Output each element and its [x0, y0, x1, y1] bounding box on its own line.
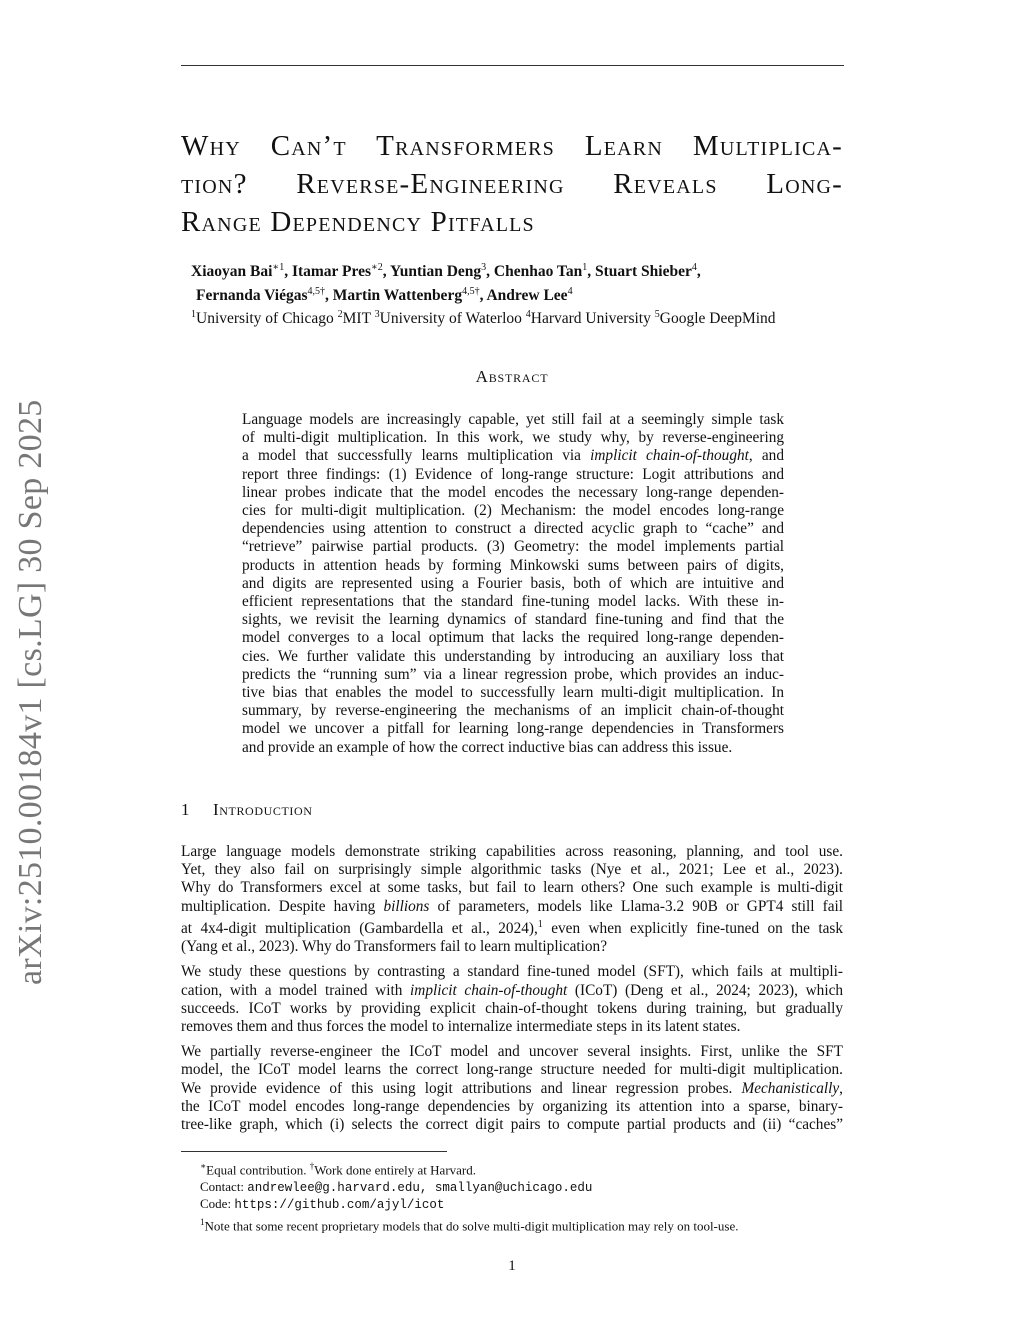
abstract-body: [242, 411, 784, 757]
author-name: , Itamar Pres: [284, 263, 371, 281]
author-name: , Stuart Shieber: [587, 263, 692, 281]
abstract-line: sights, we revisit the learning dynamics of standard fine-tuning and find that the: [242, 611, 784, 629]
footnote-marker: †: [309, 1161, 315, 1171]
footnote-text: Note that some recent proprietary models that do solve multi-digit multiplication may rely on tool-use.: [204, 1218, 739, 1234]
emphasis: Mechanistically: [741, 1079, 840, 1097]
affiliation-line: [191, 305, 841, 329]
text-line: [181, 1080, 843, 1098]
author-sup: 3: [481, 262, 487, 273]
footnote-code: [200, 1196, 850, 1214]
text-line: model, the ICoT model learns the correct long-range structure needed for multi-digit multiplication.: [181, 1061, 843, 1079]
footnote-text: Equal contribution.: [206, 1162, 310, 1178]
affiliation: University of Chicago: [196, 310, 338, 328]
abstract-line: cies. We further validate this understanding by introducing an auxiliary loss that: [242, 647, 784, 665]
footnote-marker: 1: [537, 918, 543, 930]
text: at 4x4-digit multiplication (Gambardella et al., 2024),: [181, 919, 538, 937]
abstract-line: and provide an example of how the correct inductive bias can address this issue.: [242, 738, 733, 756]
text-line: Why do Transformers excel at some tasks, but fail to learn others? One such example is multi-digit: [181, 879, 843, 897]
author-name: , Andrew Lee: [479, 286, 568, 304]
text-line: [181, 982, 843, 1000]
text: of parameters, models like Llama-3.2 90B or GPT4 still fail: [429, 897, 843, 915]
abstract-line: summary, by reverse-engineering the mechanisms of an implicit chain-of-thought: [242, 702, 784, 720]
section-title: Introduction: [213, 800, 313, 819]
header-rule: [181, 65, 844, 66]
abstract-line: cies for multi-digit multiplication. (2) Mechanism: the model encodes long-range: [242, 502, 784, 520]
text-line: the ICoT model encodes long-range dependencies by organizing its attention into a sparse, binary-: [181, 1097, 843, 1115]
affiliation-sup: 3: [374, 309, 380, 321]
title-line-2: tion? Reverse-Engineering Reveals Long-: [181, 168, 843, 200]
paragraph: [181, 963, 843, 1036]
paragraph: [181, 1043, 843, 1134]
code-label: Code:: [200, 1196, 235, 1212]
abstract-line: model converges to a local optimum that lacks the required long-range dependen-: [242, 629, 784, 647]
abstract-line: linear probes indicate that the model encodes the necessary long-range dependen-: [242, 483, 784, 501]
author-name: , Yuntian Deng: [382, 263, 482, 281]
footnote-1: [200, 1214, 850, 1235]
paragraph: [181, 843, 843, 956]
affiliation-sup: 1: [191, 309, 196, 321]
section-number: 1: [181, 800, 191, 819]
author-name: , Martin Wattenberg: [325, 286, 463, 304]
text: ,: [839, 1079, 843, 1097]
author-sup: 4,5†: [307, 285, 326, 297]
affiliation: Google DeepMind: [659, 310, 776, 328]
page-number: 1: [508, 1258, 516, 1274]
abstract-line: efficient representations that the standard fine-tuning model lacks. With these in-: [242, 593, 784, 611]
text-line: succeeds. ICoT works by providing explicit chain-of-thought tokens during training, but gradually: [181, 999, 843, 1017]
affiliation: MIT: [342, 310, 375, 328]
text: We provide evidence of this using logit attributions and linear regression probes.: [181, 1079, 742, 1097]
abstract-text: , and: [748, 447, 784, 465]
text: multiplication. Despite having: [181, 897, 384, 915]
footnote-marker: ∗: [200, 1161, 207, 1171]
text-line: [181, 916, 843, 938]
author-name: Fernanda Viégas: [196, 286, 308, 304]
author-name: , Chenhao Tan: [486, 263, 583, 281]
section-heading-introduction: [181, 800, 313, 820]
affiliation-sup: 2: [337, 309, 343, 321]
abstract-line: report three findings: (1) Evidence of long-range structure: Logit attributions and: [242, 465, 784, 483]
footnotes: [200, 1158, 850, 1235]
abstract-line: Language models are increasingly capable, yet still fail at a seemingly simple task: [242, 411, 784, 428]
emphasis: billions: [383, 897, 430, 915]
footnote-rule: [181, 1151, 447, 1152]
code-link[interactable]: https://github.com/ajyl/icot: [234, 1198, 445, 1213]
title-line-3: Range Dependency Pitfalls: [181, 206, 535, 238]
contact-label: Contact:: [200, 1178, 248, 1194]
text-line: (Yang et al., 2023). Why do Transformers fail to learn multiplication?: [181, 938, 607, 956]
text: (ICoT) (Deng et al., 2024; 2023), which: [567, 981, 844, 999]
footnote-marker: 1: [200, 1216, 205, 1227]
introduction-body: [181, 843, 843, 1141]
text-line: We study these questions by contrasting a standard fine-tuned model (SFT), which fails at multipli-: [181, 963, 843, 981]
text: cation, with a model trained with: [181, 981, 411, 999]
author-line-2: [191, 282, 841, 306]
abstract-line: dependencies using attention to construct a directed acyclic graph to “cache” and: [242, 520, 784, 538]
abstract-text: a model that successfully learns multiplication via: [242, 447, 591, 465]
text-line: Yet, they also fail on surprisingly simple algorithmic tasks (Nye et al., 2021; Lee et al., 2023).: [181, 861, 843, 879]
author-line-1: [191, 258, 841, 282]
text-line: Large language models demonstrate striking capabilities across reasoning, planning, and tool use.: [181, 843, 843, 860]
abstract-line: products in attention heads by forming Minkowski sums between pairs of digits,: [242, 556, 784, 574]
abstract-heading: Abstract: [475, 367, 549, 386]
footnote-text: Work done entirely at Harvard.: [314, 1162, 477, 1178]
contact-emails[interactable]: andrewlee@g.harvard.edu, smallyan@uchicago.edu: [247, 1180, 593, 1195]
abstract-emphasis: implicit chain-of-thought: [590, 447, 749, 465]
text-line: We partially reverse-engineer the ICoT model and uncover several insights. First, unlike the SFT: [181, 1043, 843, 1061]
text: even when explicitly fine-tuned on the task: [542, 919, 843, 937]
abstract-line: model we uncover a pitfall for learning long-range dependencies in Transformers: [242, 720, 784, 738]
author-sup: 4: [691, 262, 697, 273]
author-name: Xiaoyan Bai: [191, 263, 273, 281]
author-block: [191, 258, 841, 329]
text-line: tree-like graph, which (i) selects the correct digit pairs to compute partial products and (ii) “caches”: [181, 1115, 843, 1133]
abstract-line: predicts the “running sum” via a linear regression probe, which provides an induc-: [242, 665, 784, 683]
author-sup: 4,5†: [462, 285, 480, 297]
affiliation: University of Waterloo: [379, 310, 526, 328]
text-line: removes them and thus forces the model to internalize intermediate steps in its latent states.: [181, 1017, 741, 1035]
affiliation-sup: 4: [525, 309, 531, 321]
title-line-1: Why Can’t Transformers Learn Multiplica-: [181, 130, 843, 162]
arxiv-stamp: arXiv:2510.00184v1 [cs.LG] 30 Sep 2025: [12, 399, 49, 985]
author-sup: 4: [567, 285, 573, 297]
author-sup: 1: [582, 262, 588, 273]
abstract-line: and digits are represented using a Fourier basis, both of which are intuitive and: [242, 574, 784, 592]
paper-title: [181, 127, 843, 241]
affiliation: Harvard University: [530, 310, 655, 328]
abstract-line: tive bias that enables the model to successfully learn multi-digit multiplication. In: [242, 684, 784, 702]
abstract-line: “retrieve” pairwise partial products. (3) Geometry: the model implements partial: [242, 538, 784, 556]
abstract-line: of multi-digit multiplication. In this work, we study why, by reverse-engineering: [242, 429, 784, 447]
footnote-equal-contribution: [200, 1158, 850, 1179]
text-line: [181, 898, 843, 916]
affiliation-sup: 5: [654, 309, 660, 321]
author-sup: ∗2: [371, 262, 383, 273]
author-sup: ∗1: [272, 262, 285, 273]
emphasis: implicit chain-of-thought: [410, 981, 568, 999]
author-sep: ,: [696, 263, 701, 281]
abstract-line: [242, 447, 784, 465]
footnote-contact: [200, 1179, 850, 1197]
